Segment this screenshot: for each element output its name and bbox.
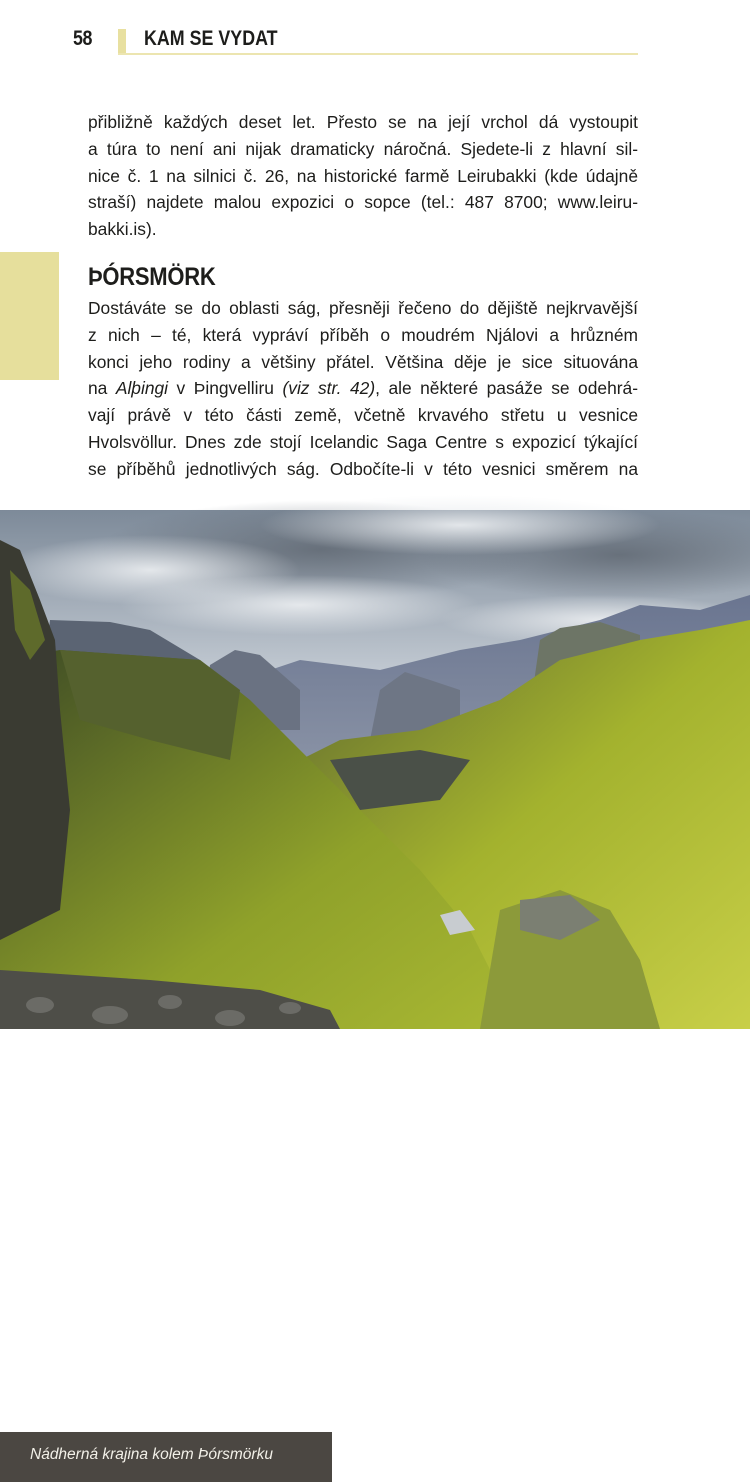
text-line: z nich – té, která vypráví příběh o moudrém Njálovi a hrůzném bbox=[88, 324, 638, 345]
text-line: nice č. 1 na silnici č. 26, na historické farmě Leirubakki (kde údajně bbox=[88, 165, 638, 186]
landscape-photo bbox=[0, 510, 750, 1463]
paragraph-continued bbox=[88, 109, 638, 243]
landscape-illustration bbox=[0, 510, 750, 1029]
text-segment: v Þingvelliru bbox=[168, 378, 283, 399]
place-name-italic: Alþingi bbox=[115, 378, 169, 399]
header-accent-bar bbox=[118, 29, 126, 54]
text-line: bakki.is). bbox=[88, 219, 157, 240]
section-marker-block bbox=[0, 252, 59, 380]
text-line: konci jeho rodiny a většiny přátel. Většina děje je sice situována bbox=[88, 351, 638, 372]
text-segment: , ale některé pasáže se odehrá- bbox=[375, 378, 638, 399]
page-reference: (viz str. 42) bbox=[282, 378, 376, 399]
text-line: přibližně každých deset let. Přesto se na její vrchol dá vystoupit bbox=[88, 112, 638, 132]
text-line: straší) najdete malou expozici o sopce (tel.: 487 8700; www.leiru- bbox=[88, 192, 638, 213]
header-rule bbox=[118, 53, 638, 55]
text-line-with-references bbox=[88, 375, 638, 402]
running-header-title: KAM SE VYDAT bbox=[144, 27, 278, 50]
page-number: 58 bbox=[73, 27, 93, 50]
photo-caption-box bbox=[0, 1432, 332, 1482]
text-line: Dostáváte se do oblasti ság, přesněji řečeno do dějiště nejkrvavější bbox=[88, 298, 638, 318]
text-line: Hvolsvöllur. Dnes zde stojí Icelandic Saga Centre s expozicí týkající bbox=[88, 431, 638, 452]
text-line: a túra to není ani nijak dramaticky náročná. Sjedete-li z hlavní sil- bbox=[88, 138, 638, 159]
text-segment: na bbox=[88, 378, 116, 399]
text-line: vají právě v této části země, včetně krvavého střetu u vesnice bbox=[88, 405, 638, 426]
section-heading: ÞÓRSMÖRK bbox=[88, 263, 216, 291]
photo-caption: Nádherná krajina kolem Þórsmörku bbox=[30, 1446, 273, 1463]
section-paragraph bbox=[88, 295, 638, 483]
text-line: se příběhů jednotlivých ság. Odbočíte-li v této vesnici směrem na bbox=[88, 458, 638, 479]
